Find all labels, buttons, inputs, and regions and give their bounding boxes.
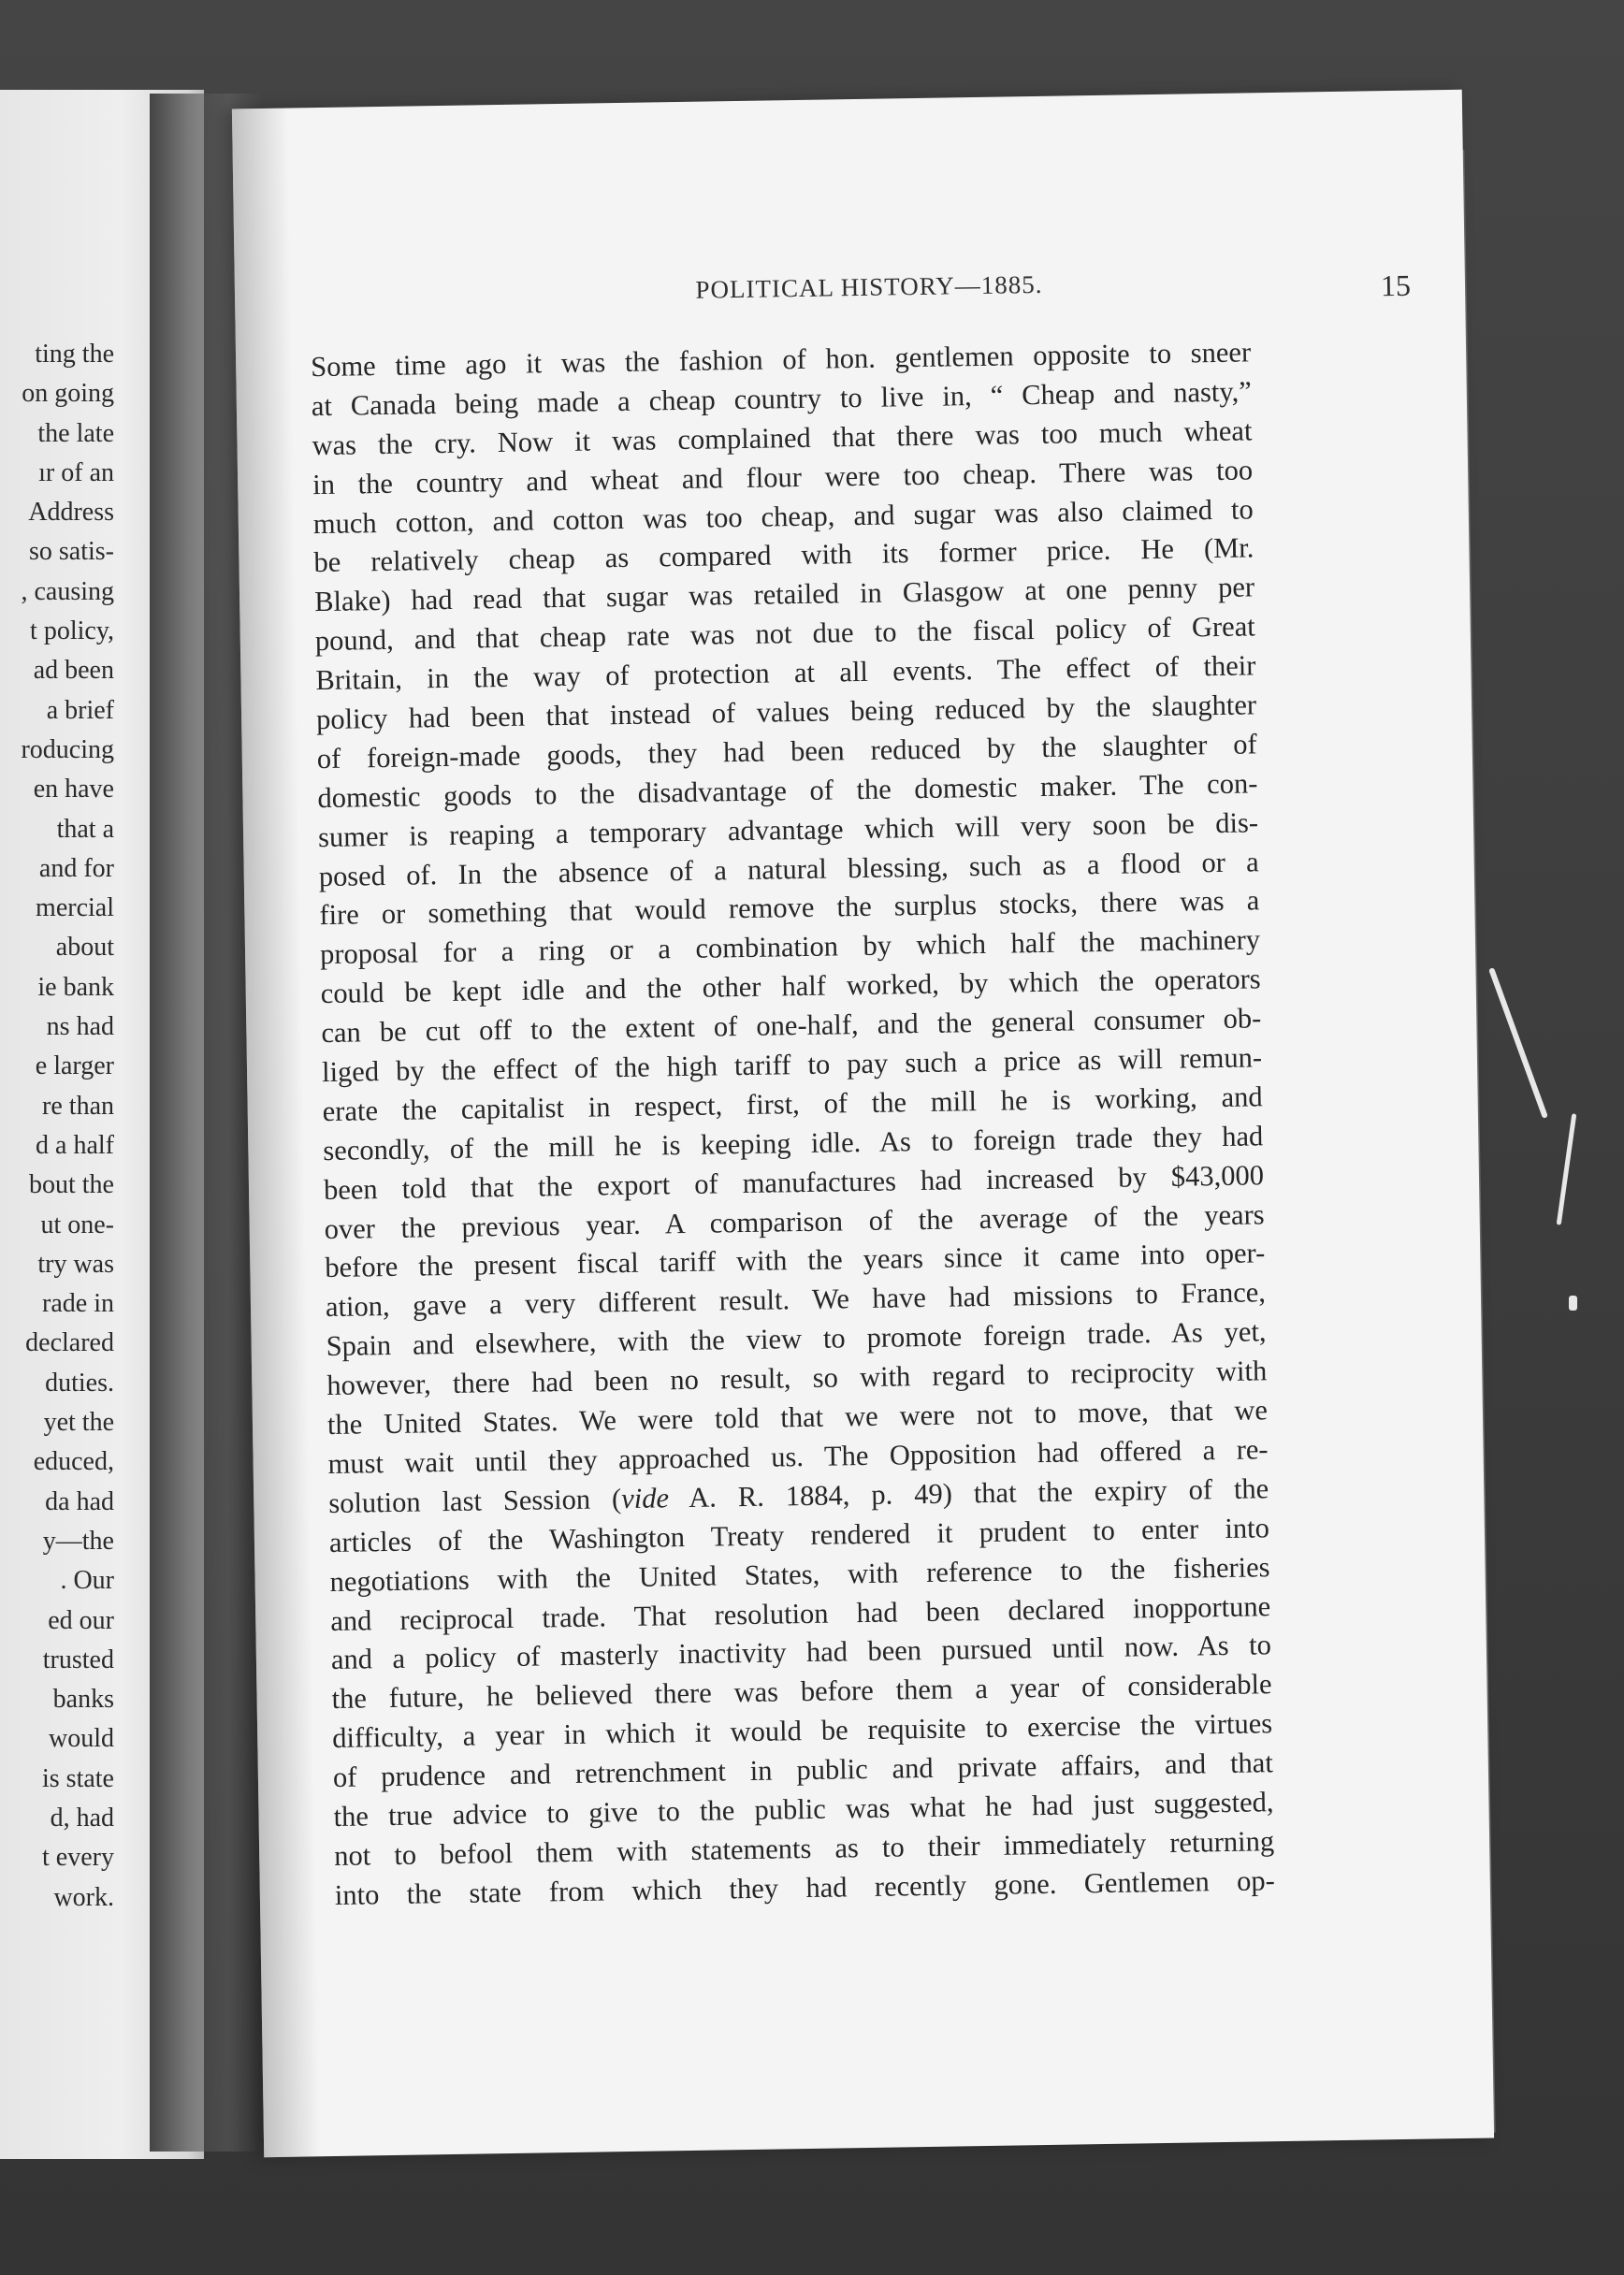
text-line: policy had been that instead of values being reduced by the slaughter <box>315 688 1257 736</box>
left-line: mercial <box>36 893 114 923</box>
text-line: over the previous year. A comparison of the average of the years <box>324 1197 1265 1245</box>
text-line: ation, gave a very different result. We have had missions to France, <box>325 1276 1267 1324</box>
left-line: duties. <box>45 1368 114 1398</box>
left-line: da had <box>45 1486 114 1516</box>
left-line: trusted <box>42 1645 114 1674</box>
text-line: proposal for a ring or a combination by which half the machinery <box>319 923 1261 971</box>
text-line: in the country and wheat and flour were too cheap. There was too <box>312 454 1254 500</box>
text-line: however, there had been no result, so with regard to reciprocity with <box>326 1355 1268 1402</box>
text-line: must wait until they approached us. The Opposition had offered a re- <box>327 1433 1269 1480</box>
text-line: the United States. We were told that we were not to move, that we <box>326 1394 1269 1442</box>
text-line: articles of the Washington Treaty rendered it prudent to enter into <box>328 1511 1270 1558</box>
text-line: before the present fiscal tariff with the years since it came into oper- <box>325 1237 1266 1284</box>
left-line: re than <box>42 1091 114 1121</box>
text-line: posed of. In the absence of a natural blessing, such as a flood or a <box>318 845 1259 892</box>
text-line: of prudence and retrenchment in public and private affairs, and that <box>332 1746 1274 1794</box>
scan-speck <box>1569 1296 1577 1311</box>
left-line: , causing <box>21 576 114 606</box>
left-line: educed, <box>33 1447 114 1477</box>
left-line: banks <box>52 1685 114 1715</box>
text-line: and a policy of masterly inactivity had been pursued until now. As to <box>330 1629 1272 1676</box>
left-line: the late <box>37 418 114 448</box>
left-line: t policy, <box>30 616 114 646</box>
left-line: d a half <box>36 1130 114 1160</box>
text-line: liged by the effect of the high tariff to pay such a price as will remun- <box>321 1041 1263 1089</box>
text-line: could be kept idle and the other half worked, by which the operators <box>320 963 1261 1010</box>
left-line: would <box>49 1724 114 1754</box>
text-line: difficulty, a year in which it would be requisite to exercise the virtues <box>331 1707 1273 1755</box>
left-line: that a <box>56 814 114 844</box>
left-line: on going <box>22 379 114 409</box>
text-line: was the cry. Now it was complained that there was too much wheat <box>312 414 1253 461</box>
text-line: and reciprocal trade. That resolution had been declared inopportune <box>330 1589 1271 1637</box>
left-line: e larger <box>35 1051 114 1081</box>
text-line: been told that the export of manufactures had increased by $43,000 <box>323 1158 1265 1206</box>
left-line: ır of an <box>38 457 114 487</box>
text-line: Spain and elsewhere, with the view to promote foreign trade. As yet, <box>326 1315 1267 1363</box>
text-line: the future, he believed there was before them a year of considerable <box>331 1668 1272 1716</box>
text-line: much cotton, and cotton was too cheap, and sugar was also claimed to <box>312 492 1254 540</box>
text-line: into the state from which they had recently gone. Gentlemen op- <box>334 1863 1276 1911</box>
text-segment: solution last Session ( <box>328 1482 622 1519</box>
left-line: rade in <box>42 1289 114 1319</box>
left-line: ie bank <box>37 972 114 1002</box>
left-line: y—the <box>42 1526 114 1556</box>
body-text <box>311 332 1275 1914</box>
text-segment: A. R. 1884, p. 49) that the expiry of the <box>668 1472 1269 1514</box>
left-line: ed our <box>48 1605 114 1635</box>
text-line: of foreign-made goods, they had been reduced by the slaughter of <box>316 728 1257 775</box>
page-number: 15 <box>1380 268 1412 303</box>
left-line: a brief <box>46 695 114 725</box>
text-line: pound, and that cheap rate was not due to the fiscal policy of Great <box>314 610 1255 658</box>
left-line: ting the <box>35 340 114 369</box>
left-line: declared <box>25 1328 114 1358</box>
text-line: Britain, in the way of protection at all events. The effect of their <box>315 649 1256 697</box>
text-line: secondly, of the mill he is keeping idle. As to foreign trade they had <box>323 1120 1264 1166</box>
left-line: ut one- <box>40 1210 114 1239</box>
text-line: negotiations with the United States, with reference to the fisheries <box>329 1550 1270 1598</box>
running-head: POLITICAL HISTORY—1885. <box>695 269 1043 304</box>
left-line: try was <box>37 1249 114 1279</box>
text-line: be relatively cheap as compared with its former price. He (Mr. <box>313 531 1254 579</box>
left-line: is state <box>42 1763 114 1793</box>
text-line: erate the capitalist in respect, first, of the mill he is working, and <box>322 1080 1263 1127</box>
left-line: roducing <box>21 734 114 764</box>
text-line: sumer is reaping a temporary advantage which will very soon be dis- <box>317 806 1259 853</box>
left-line: t every <box>42 1843 114 1873</box>
text-line: domestic goods to the disadvantage of the domestic maker. The con- <box>317 767 1258 814</box>
left-page-text <box>0 335 114 1918</box>
text-line: at Canada being made a cheap country to live in, “ Cheap and nasty,” <box>311 375 1253 423</box>
left-line: d, had <box>50 1803 114 1833</box>
text-line: can be cut off to the extent of one-half, and the general consumer ob- <box>321 1002 1262 1050</box>
left-line: Address <box>28 498 114 528</box>
left-line: en have <box>33 775 114 804</box>
text-line: the true advice to give to the public was what he had just suggested, <box>333 1786 1274 1833</box>
left-line: and for <box>38 853 114 883</box>
left-line: yet the <box>43 1408 114 1438</box>
main-page <box>232 90 1494 2157</box>
text-line: Some time ago it was the fashion of hon. gentlemen opposite to sneer <box>310 336 1252 384</box>
left-line: bout the <box>29 1170 114 1200</box>
left-line: work. <box>53 1882 114 1912</box>
left-line: . Our <box>60 1566 114 1596</box>
text-line: not to befool them with statements as to their immediately returning <box>333 1825 1275 1872</box>
text-line: Blake) had read that sugar was retailed in Glasgow at one penny per <box>313 571 1255 618</box>
left-line: ns had <box>46 1012 114 1042</box>
left-line: so satis- <box>29 537 114 567</box>
left-line: about <box>55 933 114 963</box>
italic-vide: vide <box>620 1482 670 1514</box>
left-line: ad been <box>33 656 114 686</box>
text-line: fire or something that would remove the surplus stocks, there was a <box>319 884 1260 932</box>
